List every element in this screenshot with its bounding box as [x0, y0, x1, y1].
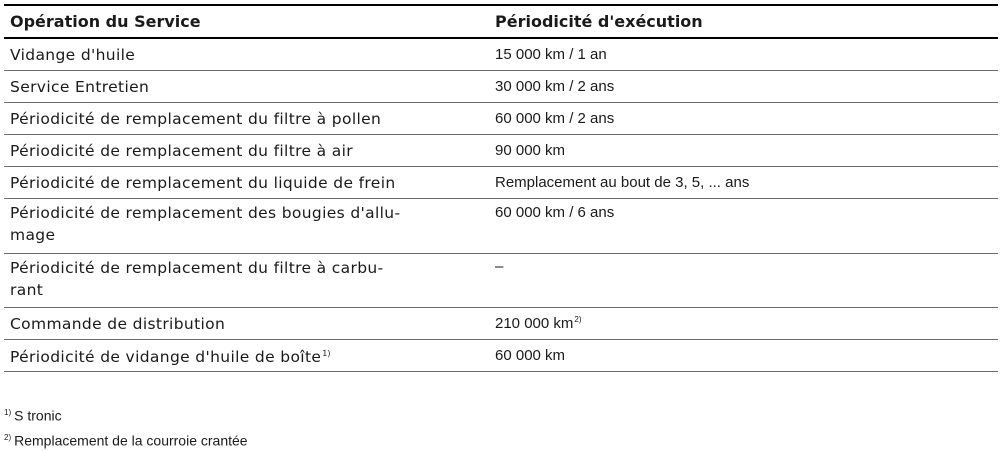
- operation-cell: Commande de distribution: [4, 308, 487, 340]
- operation-cell: [4, 199, 487, 254]
- operation-cell: [4, 254, 487, 308]
- footnote-ref: 1): [322, 348, 331, 358]
- operation-cell: Périodicité de remplacement du liquide de frein: [4, 167, 487, 199]
- header-operation: Opération du Service: [4, 5, 487, 38]
- footnote-item: [4, 427, 248, 451]
- periodicity-value: 210 000 km: [495, 315, 574, 332]
- operation-line: Périodicité de remplacement des bougies d'allu-: [10, 204, 401, 222]
- operation-cell: Service Entretien: [4, 71, 487, 103]
- table-row: [4, 135, 998, 167]
- periodicity-cell: 60 000 km / 6 ans: [487, 199, 998, 254]
- periodicity-cell: 60 000 km / 2 ans: [487, 103, 998, 135]
- table-row: [4, 167, 998, 199]
- operation-line: rant: [10, 281, 44, 299]
- operation-cell: Périodicité de remplacement du filtre à pollen: [4, 103, 487, 135]
- periodicity-cell: 90 000 km: [487, 135, 998, 167]
- table-row: [4, 199, 998, 254]
- operation-cell: Périodicité de remplacement du filtre à air: [4, 135, 487, 167]
- table-row: [4, 103, 998, 135]
- periodicity-cell: Remplacement au bout de 3, 5, ... ans: [487, 167, 998, 199]
- operation-value: Périodicité de vidange d'huile de boîte: [10, 348, 322, 367]
- table-row: [4, 254, 998, 308]
- operation-line: mage: [10, 226, 56, 244]
- table-row: [4, 38, 998, 71]
- operation-cell: Vidange d'huile: [4, 38, 487, 71]
- footnote-text: S tronic: [14, 407, 62, 424]
- footnote-text: Remplacement de la courroie crantée: [14, 432, 248, 449]
- header-periodicity: Périodicité d'exécution: [487, 5, 998, 38]
- periodicity-cell: 60 000 km: [487, 340, 998, 372]
- footnote-item: [4, 402, 248, 427]
- footnote-marker: 1): [4, 408, 12, 417]
- periodicity-cell: [487, 308, 998, 340]
- table-row: [4, 308, 998, 340]
- table-header-row: [4, 5, 998, 38]
- periodicity-cell: 15 000 km / 1 an: [487, 38, 998, 71]
- periodicity-cell: –: [487, 254, 998, 308]
- footnote-ref: 2): [574, 315, 582, 324]
- table-row: [4, 71, 998, 103]
- footnote-marker: 2): [4, 432, 12, 442]
- footnotes: [4, 402, 248, 451]
- service-schedule-table: [4, 4, 998, 372]
- table-row: [4, 340, 998, 372]
- periodicity-cell: 30 000 km / 2 ans: [487, 71, 998, 103]
- operation-line: Périodicité de remplacement du filtre à carbu-: [10, 259, 384, 277]
- operation-cell: [4, 340, 487, 372]
